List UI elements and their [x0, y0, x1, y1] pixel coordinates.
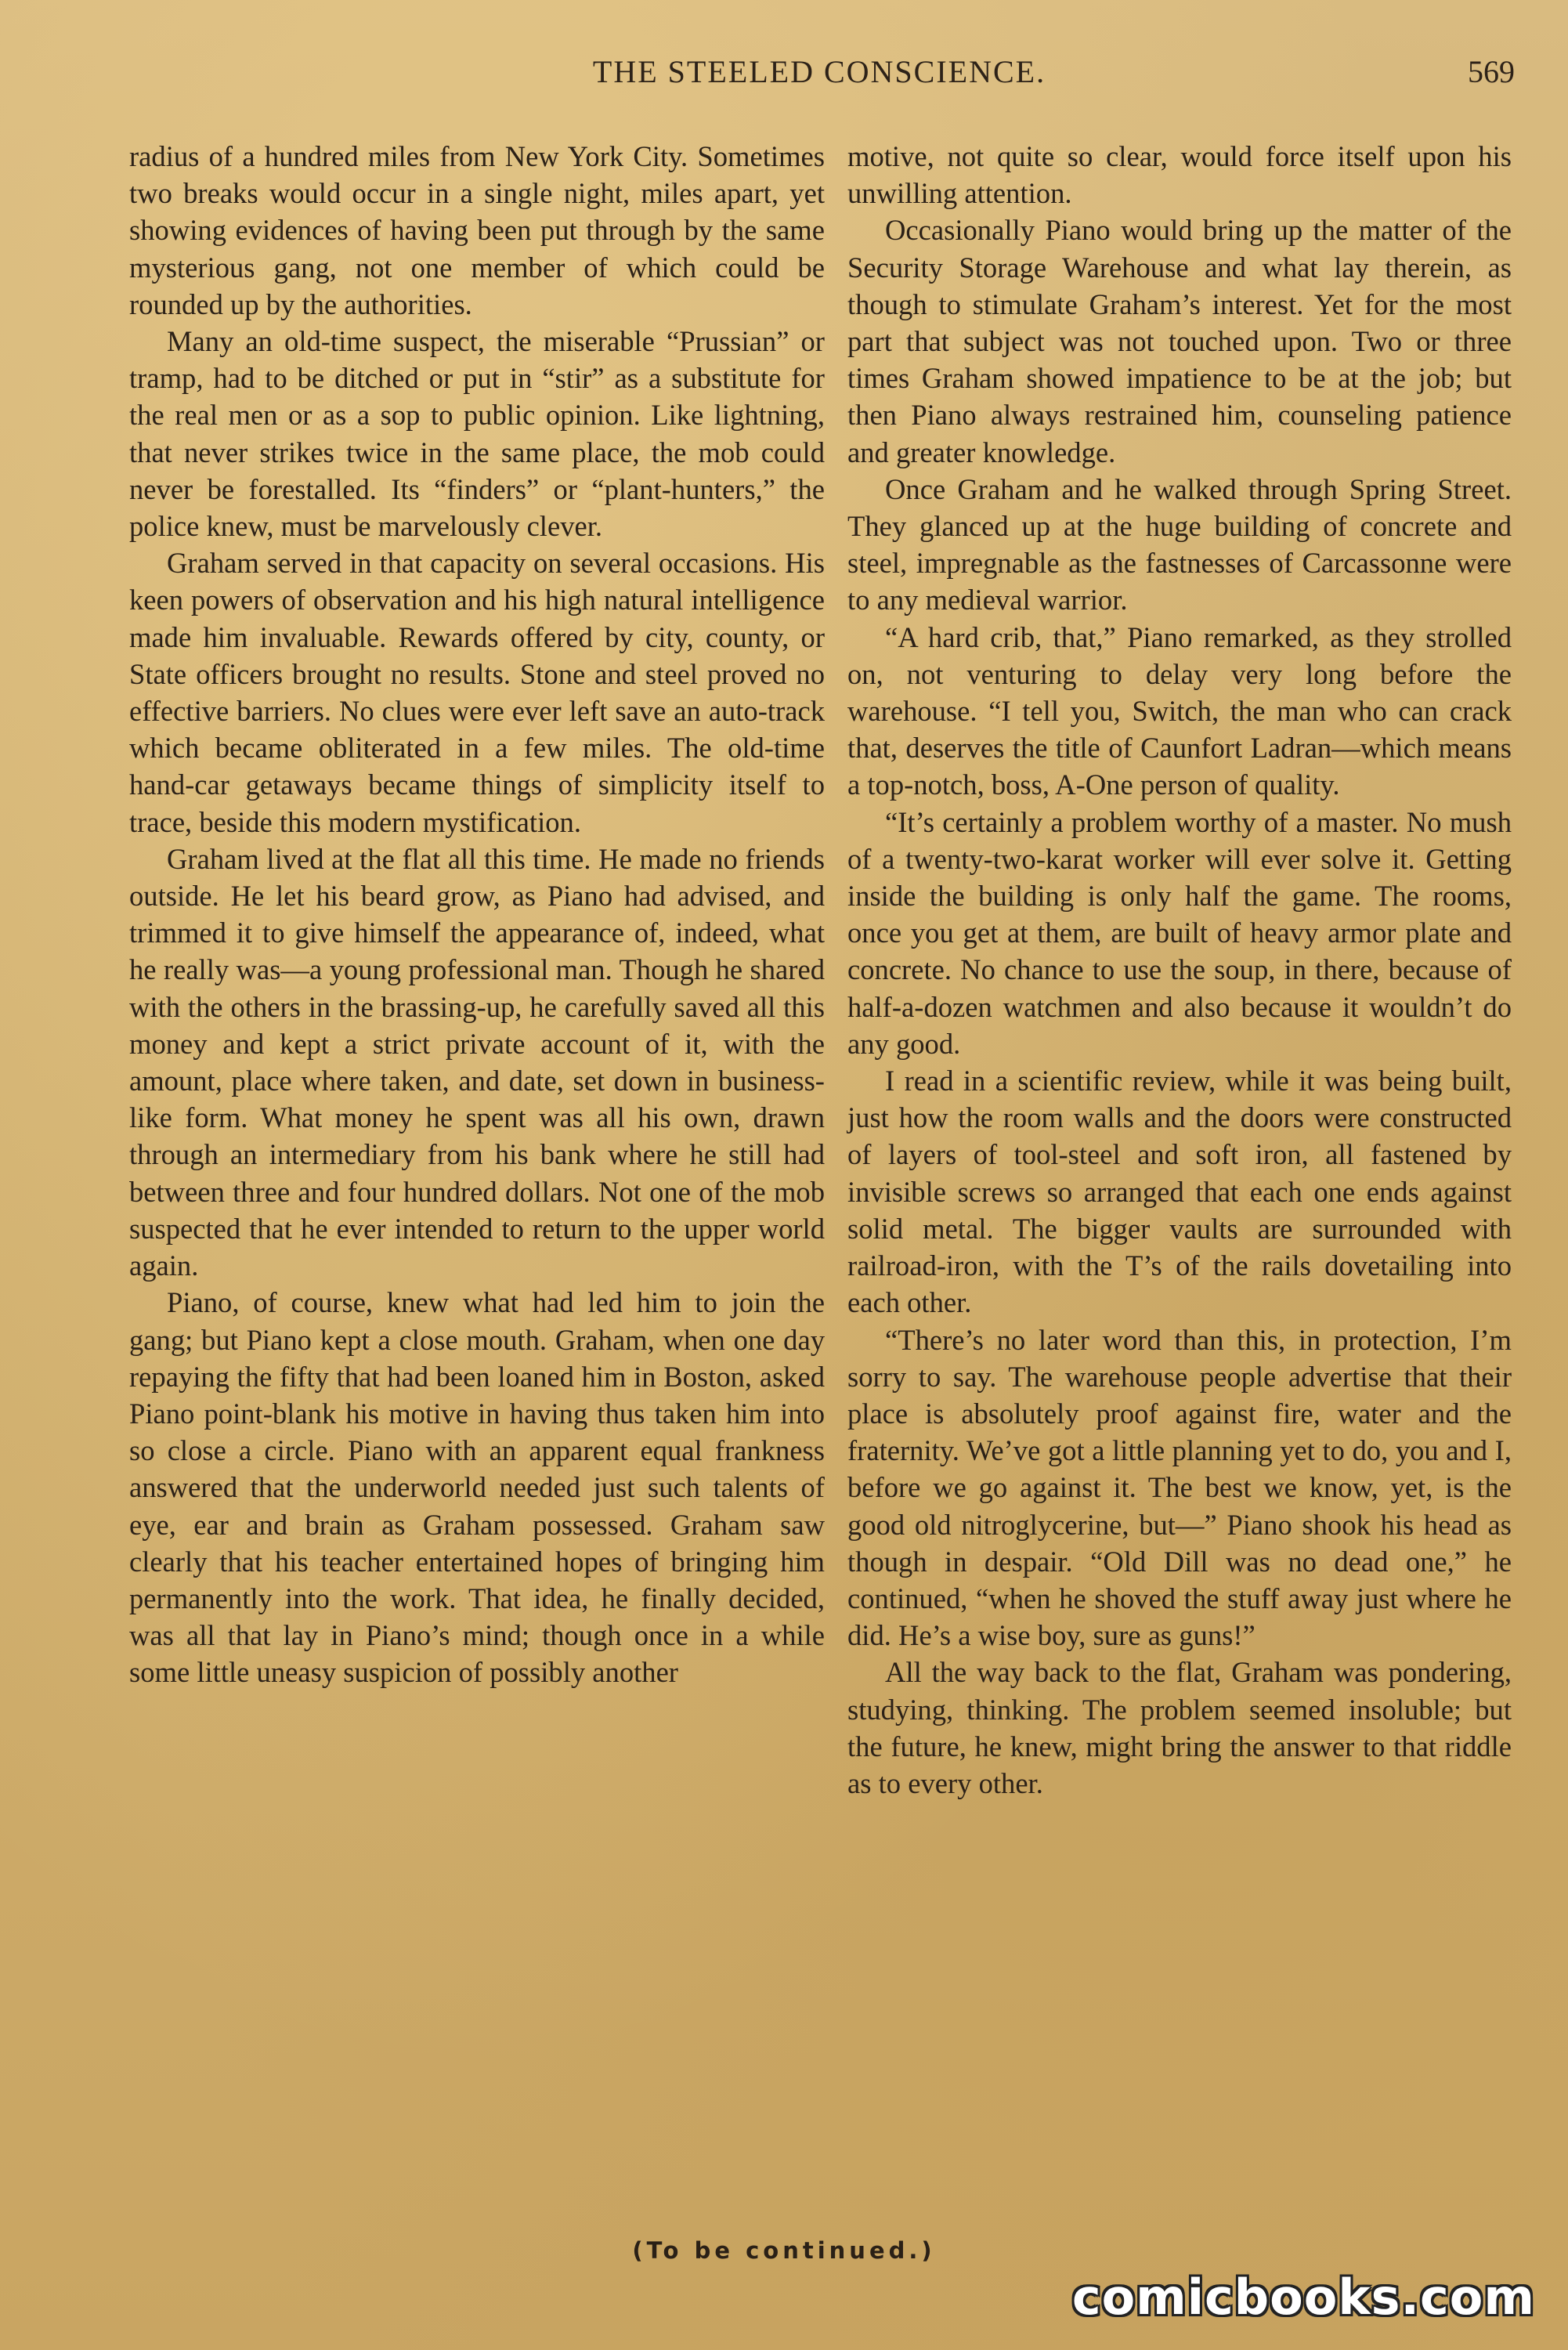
paragraph: Once Graham and he walked through Spring Street. They glanced up at the huge building of concrete and steel, impregnable as the fastnesses of Carcassonne were to any medieval warrior. — [847, 472, 1512, 616]
paragraph: Occasionally Piano would bring up the matter of the Security Storage Warehouse and what lay therein, as though to stimulate Graham’s interest. Yet for the most part that subject was not touched upon. Two or three times Graham showed impatience to be at the job; but then Piano always restrained him, counseling patience and greater knowledge. — [847, 214, 1512, 468]
paragraph: “It’s certainly a problem worthy of a master. No mush of a twenty-two-karat worker will ever solve it. Getting inside the building is only half the game. The rooms, once you get at them, are built of heavy armor plate and concrete. No chance to use the soup, in there, because of half-a-dozen watchmen and also because it wouldn’t do any good. — [847, 805, 1512, 1060]
paragraph: Graham lived at the flat all this time. He made no friends outside. He let his beard grow, as Piano had advised, and trimmed it to give himself the appearance of, indeed, what he really was—a young professional man. Though he shared with the others in the brassing-up, he carefully saved all this money and kept a strict private account of it, with the amount, place where taken, and date, set down in business-like form. What money he spent was all his own, drawn through an intermediary from his bank where he still had between three and four hundred dollars. Not one of the mob suspected that he ever intended to return to the upper world again. — [129, 842, 825, 1282]
paragraph: “There’s no later word than this, in protection, I’m sorry to say. The warehouse people advertise that their place is absolutely proof against fire, water and the fraternity. We’ve got a little planning yet to do, you and I, before we go against it. The best we know, yet, is the good old nitroglycerine, but—” Piano shook his head as though in despair. “Old Dill was no dead one,” he continued, “when he shoved the stuff away just where he did. He’s a wise boy, sure as guns!” — [847, 1323, 1512, 1652]
paragraph: Graham served in that capacity on several occasions. His keen powers of observation and his high natural intelligence made him invaluable. Rewards offered by city, county, or State officers brought no results. Stone and steel proved no effective barriers. No clues were ever left save an auto-track which became obliterated in a few miles. The old-time hand-car getaways became things of simplicity itself to trace, beside this modern mystification. — [129, 547, 825, 838]
paragraph: radius of a hundred miles from New York City. Sometimes two breaks would occur in a single night, miles apart, yet showing evidences of having been put through by the same mysterious gang, not one member of which could be rounded up by the authorities. — [129, 140, 825, 320]
right-text-column — [847, 138, 1512, 1802]
page-number: 569 — [1468, 54, 1515, 89]
page-header — [124, 53, 1515, 100]
paragraph: Many an old-time suspect, the miserable “Prussian” or tramp, had to be ditched or put in “stir” as a substitute for the real men or as a sop to public opinion. Like lightning, that never strikes twice in the same place, the mob could never be forestalled. Its “finders” or “plant-hunters,” the police knew, must be marvelously clever. — [129, 325, 825, 543]
paragraph: All the way back to the flat, Graham was pondering, studying, thinking. The problem seemed insoluble; but the future, he knew, might bring the answer to that riddle as to every other. — [847, 1656, 1512, 1799]
paragraph: motive, not quite so clear, would force itself upon his unwilling attention. — [847, 140, 1512, 210]
left-text-column — [129, 138, 825, 1691]
paragraph: Piano, of course, knew what had led him to join the gang; but Piano kept a close mouth. Graham, when one day repaying the fifty that had been loaned him in Boston, asked Piano point-blank his motive in having thus taken him into so close a circle. Piano with an apparent equal frankness answered that the underworld needed just such talents of eye, ear and brain as Graham possessed. Graham saw clearly that his teacher entertained hopes of bringing him permanently into the work. That idea, he finally decided, was all that lay in Piano’s mind; though once in a while some little uneasy suspicion of possibly another — [129, 1286, 825, 1689]
paragraph: I read in a scientific review, while it was being built, just how the room walls and the doors were constructed of layers of tool-steel and soft iron, all fastened by invisible screws so arranged that each one ends against solid metal. The bigger vaults are surrounded with railroad-iron, with the T’s of the rails dovetailing into each other. — [847, 1065, 1512, 1319]
to-be-continued-note: (To be continued.) — [632, 2237, 936, 2264]
site-watermark: comicbooks.com — [1071, 2269, 1535, 2326]
paragraph: “A hard crib, that,” Piano remarked, as they strolled on, not venturing to delay very long before the warehouse. “I tell you, Switch, the man who can crack that, deserves the title of Caunfort Ladran—which means a top-notch, boss, A-One person of quality. — [847, 620, 1512, 801]
running-title: THE STEELED CONSCIENCE. — [592, 54, 1046, 89]
